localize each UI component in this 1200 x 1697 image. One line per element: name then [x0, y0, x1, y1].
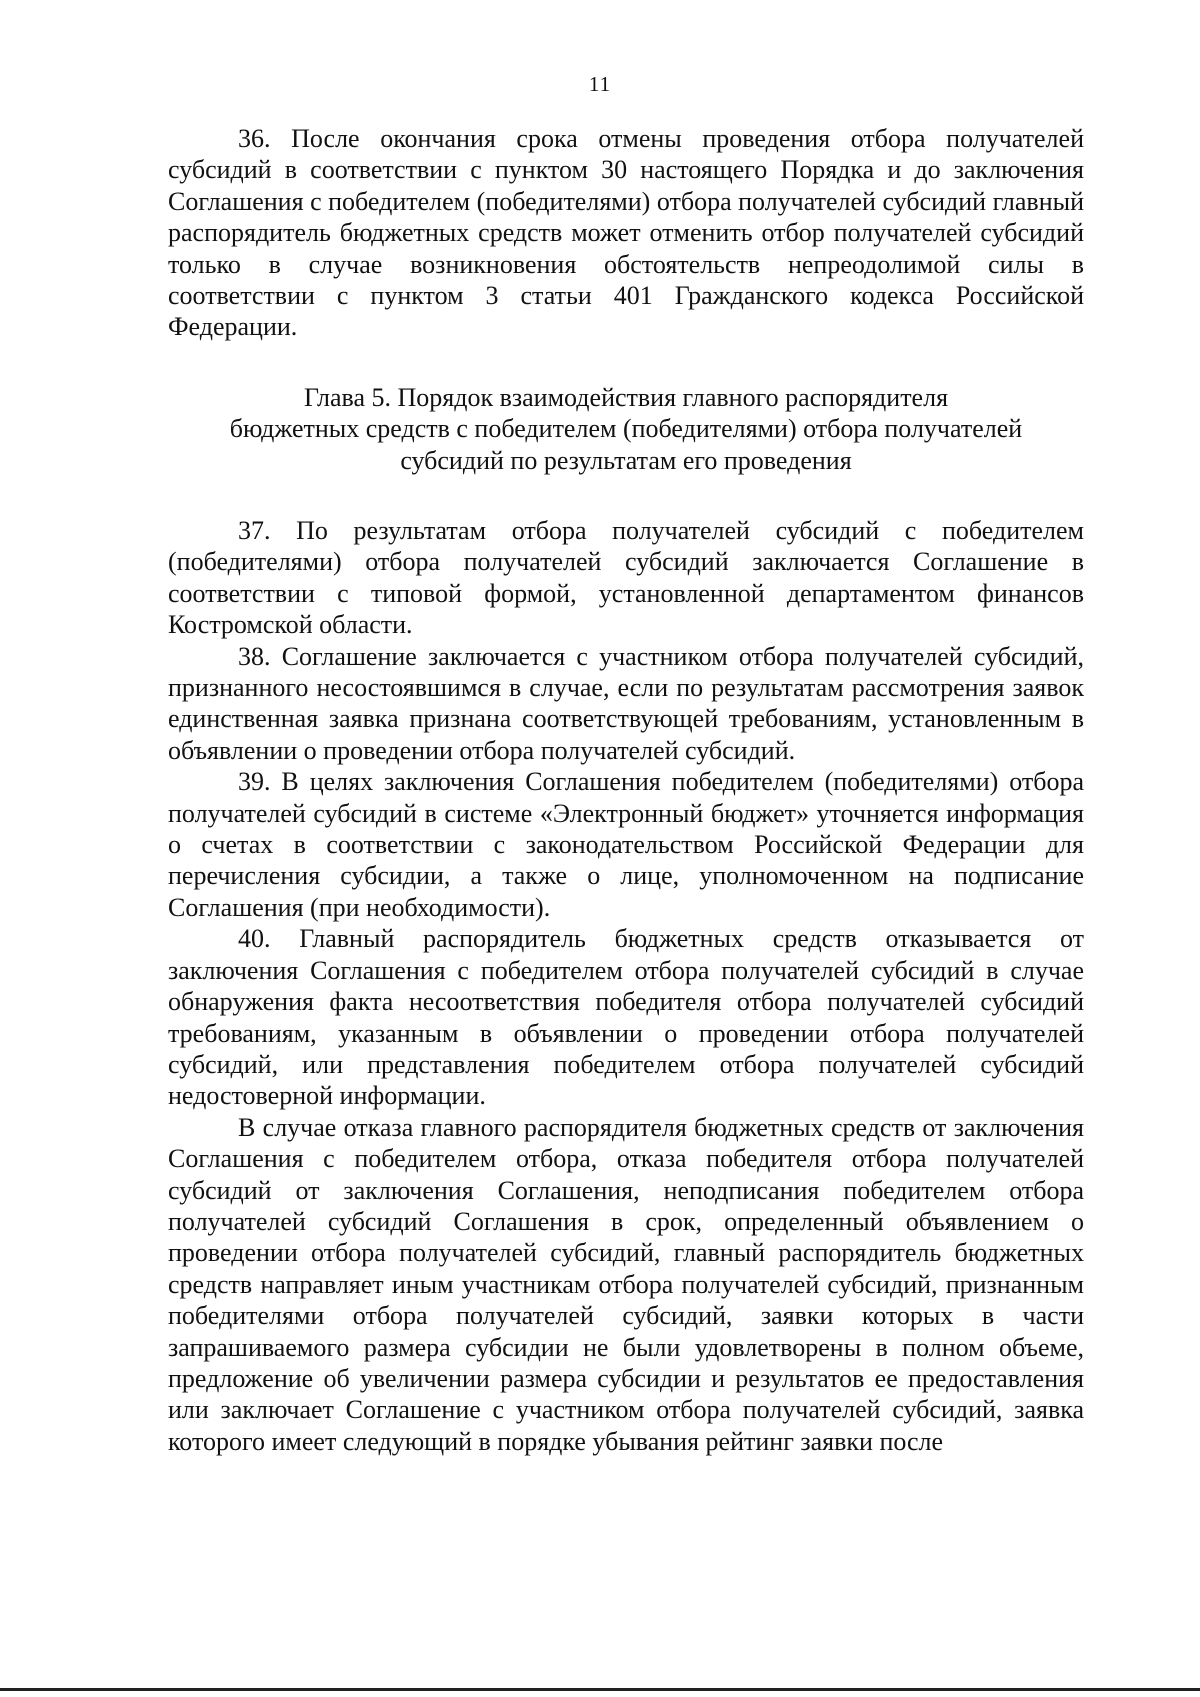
chapter-heading	[168, 382, 1084, 476]
paragraph-37: 37. По результатам отбора получателей субсидий с победителем (победителями) отбора получателей субсидий заключается Соглашение в соответствии с типовой формой, установленной департаментом финансов Костромской области.	[168, 516, 1084, 640]
section-top	[168, 123, 1084, 343]
chapter-heading-line: Глава 5. Порядок взаимодействия главного распорядителя	[303, 383, 949, 412]
section-main	[168, 515, 1084, 1457]
page-number: 11	[588, 72, 612, 96]
chapter-heading-line: бюджетных средств с победителем (победителями) отбора получателей	[229, 414, 1023, 444]
paragraph-38: 38. Соглашение заключается с участником отбора получателей субсидий, признанного несостоявшимся в случае, если по результатам рассмотрения заявок единственная заявка признана соответствующей требованиям, установленным в объявлении о проведении отбора получателей субсидий.	[168, 641, 1084, 765]
scan-edge-line	[0, 1688, 1200, 1691]
chapter-heading-line: субсидий по результатам его проведения	[400, 445, 852, 475]
paragraph-40: 40. Главный распорядитель бюджетных средств отказывается от заключения Соглашения с победителем отбора получателей субсидий в случае обнаружения факта несоответствия победителя отбора получателей субсидий требованиям, указанным в объявлении о проведении отбора получателей субсидий, или представления победителем отбора получателей субсидий недостоверной информации.	[168, 924, 1084, 1111]
paragraph-36: 36. После окончания срока отмены проведения отбора получателей субсидий в соответствии с пунктом 30 настоящего Порядка и до заключения Соглашения с победителем (победителями) отбора получателей субсидий главный распорядитель бюджетных средств может отменить отбор получателей субсидий только в случае возникновения обстоятельств непреодолимой силы в соответствии с пунктом 3 статьи 401 Гражданского кодекса Российской Федерации.	[168, 124, 1084, 342]
paragraph-refusal: В случае отказа главного распорядителя бюджетных средств от заключения Соглашения с победителем отбора, отказа победителя отбора получателей субсидий от заключения Соглашения, неподписания победителем отбора получателей субсидий Соглашения в срок, определенный объявлением о проведении отбора получателей субсидий, главный распорядитель бюджетных средств направляет иным участникам отбора получателей субсидий, признанным победителями отбора получателей субсидий, заявки которых в части запрашиваемого размера субсидии не были удовлетворены в полном объеме, предложение об увеличении размера субсидии и результатов ее предоставления или заключает Соглашение с участником отбора получателей субсидий, заявка которого имеет следующий в порядке убывания рейтинг заявки после	[168, 1112, 1084, 1456]
paragraph-39: 39. В целях заключения Соглашения победителем (победителями) отбора получателей субсидий в системе «Электронный бюджет» уточняется информация о счетах в соответствии с законодательством Российской Федерации для перечисления субсидии, а также о лице, уполномоченном на подписание Соглашения (при необходимости).	[168, 767, 1084, 922]
